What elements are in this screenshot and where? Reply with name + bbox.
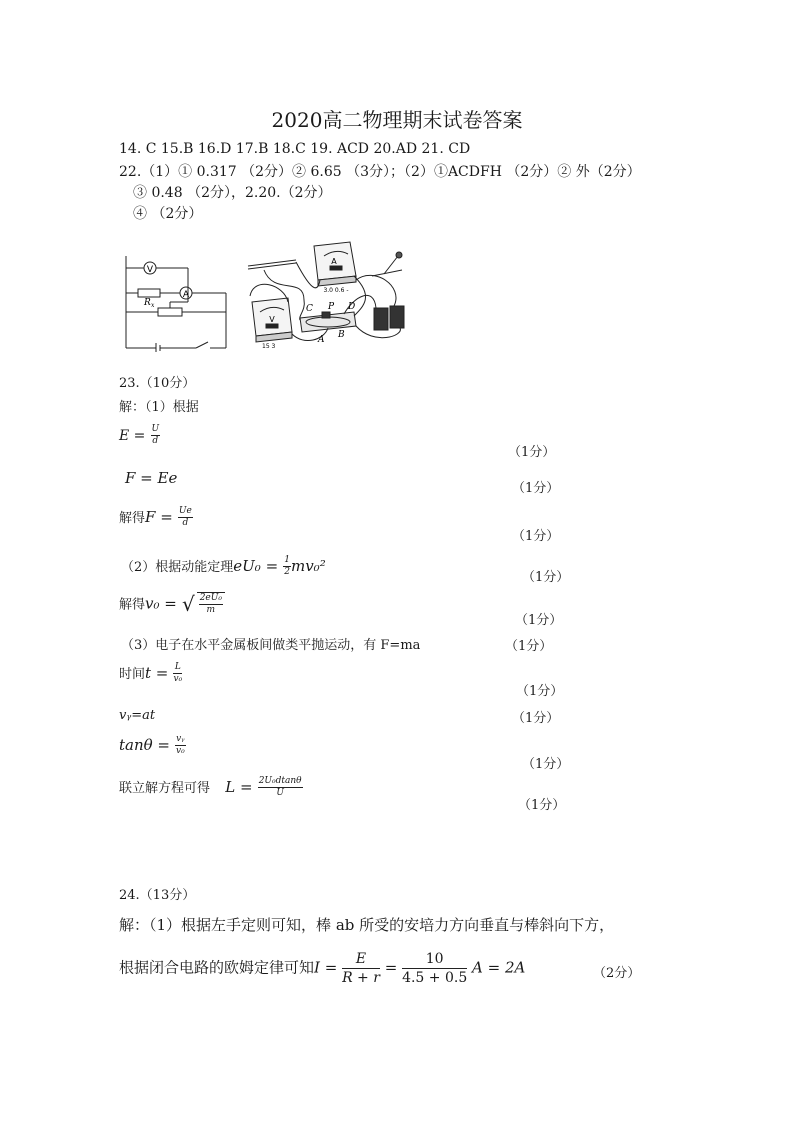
q23-score-1: （1分）	[508, 445, 556, 460]
q23-eq1: E = $\frac{U}{d}$	[119, 424, 160, 446]
circuit-rx-label: R	[144, 298, 151, 308]
q23-score-5: （1分）	[515, 613, 563, 628]
q23-score-4: （1分）	[522, 570, 570, 585]
apparatus-label-b: B	[338, 330, 345, 340]
circuit-voltmeter-label: V	[146, 265, 154, 275]
q24-header: 24.（13分）	[119, 888, 196, 903]
q23-eq10: 联立解方程可得 L = $\frac{\text{2U₀dtanθ}}{U}$	[119, 776, 302, 798]
q23-eq5: 解得v₀ = √ $\frac{\text{2eU₀}}{m}$	[119, 592, 225, 616]
q23-eq7: 时间t = $\frac{L}{\text{v₀}}$	[119, 662, 183, 684]
q23-score-8: （1分）	[512, 711, 560, 726]
q23-eq6: （3）电子在水平金属板间做类平抛运动，有 F=ma	[121, 638, 421, 653]
q23-intro: 解：（1）根据	[119, 400, 199, 415]
q23-score-7: （1分）	[516, 684, 564, 699]
q23-eq8: vᵧ=at	[119, 708, 156, 723]
q23-eq2: F = Ee	[125, 469, 178, 487]
page-title: 2020高二物理期末试卷答案	[271, 108, 523, 132]
q23-score-6: （1分）	[505, 639, 553, 654]
q24-score: （2分）	[593, 966, 641, 981]
q22-line2: ③ 0.48 （2分），2.20.（2分）	[133, 185, 332, 201]
q23-header: 23.（10分）	[119, 376, 196, 391]
mc-answers: 14. C 15.B 16.D 17.B 18.C 19. ACD 20.AD 21. CD	[119, 141, 471, 157]
q22-line1: 22.（1）① 0.317 （2分）② 6.65 （3分）；（2）①ACDFH （2分）② 外（2分）	[119, 164, 641, 180]
q23-score-2: （1分）	[512, 481, 560, 496]
q23-eq3: 解得F = $\frac{Ue}{d}$	[119, 506, 192, 528]
q24-line2: 根据闭合电路的欧姆定律可知I = $\frac{E}{R + r}$ = $\frac{10}{4.5 + 0.5}$ A = 2A	[119, 951, 526, 986]
circuit-rx-sub: x	[151, 302, 155, 309]
q23-score-9: （1分）	[522, 757, 570, 772]
apparatus-ammeter-scale: 3.0 0.6 -	[323, 287, 349, 294]
apparatus-label-d: D	[348, 302, 356, 312]
apparatus-label-c: C	[306, 304, 313, 314]
q22-line3: ④ （2分）	[133, 206, 203, 222]
apparatus-voltmeter-label: V	[269, 315, 275, 324]
apparatus-voltmeter-scale: 15 3	[262, 343, 276, 350]
apparatus-ammeter-label: A	[331, 257, 337, 266]
apparatus-label-p: P	[328, 302, 335, 312]
circuit-ammeter-label: A	[182, 290, 190, 300]
q23-eq4: （2）根据动能定理eU₀ = $\frac{1}{2}$ mv₀²	[121, 555, 326, 577]
circuit-diagram	[118, 248, 240, 352]
apparatus-drawing	[244, 236, 420, 352]
q24-line1: 解：（1）根据左手定则可知，棒 ab 所受的安培力方向垂直与棒斜向下方，	[119, 916, 615, 934]
q23-eq9: tanθ = $\frac{\text{vᵧ}}{\text{v₀}}$	[119, 734, 185, 756]
q23-score-3: （1分）	[512, 529, 560, 544]
apparatus-label-a: A	[318, 335, 325, 345]
q23-score-10: （1分）	[518, 798, 566, 813]
